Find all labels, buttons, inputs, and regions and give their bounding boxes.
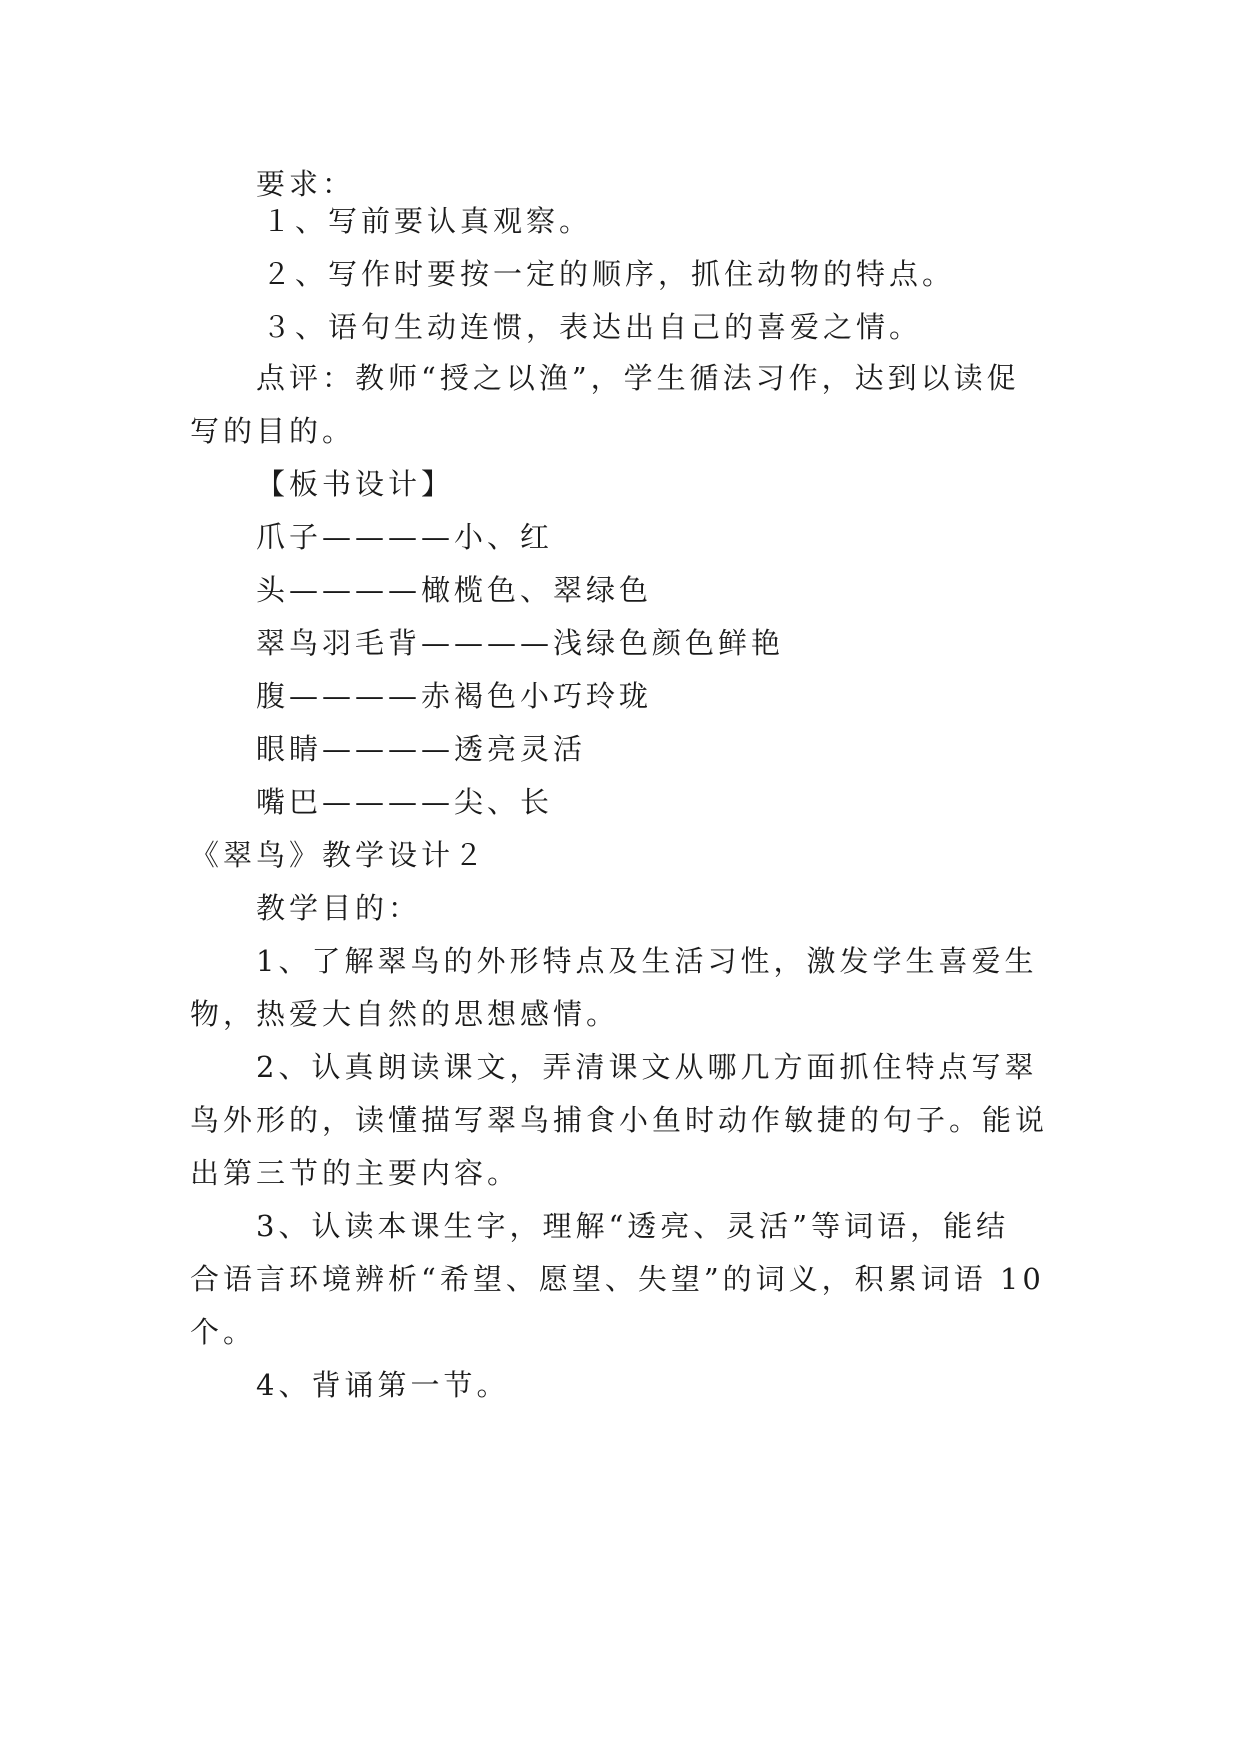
- requirement-item-1: １、写前要认真观察。: [262, 204, 593, 238]
- objectives-heading: 教学目的：: [256, 891, 422, 925]
- requirement-item-3: ３、语句生动连惯，表达出自己的喜爱之情。: [262, 310, 923, 344]
- board-row-eyes: 眼睛————透亮灵活: [256, 732, 587, 766]
- requirement-item-2: ２、写作时要按一定的顺序，抓住动物的特点。: [262, 257, 956, 291]
- objective-3-line-1: 3、认读本课生字，理解“透亮、灵活”等词语，能结: [256, 1209, 1010, 1243]
- objective-2-line-2: 鸟外形的，读懂描写翠鸟捕食小鱼时动作敏捷的句子。能说: [190, 1103, 1049, 1137]
- objective-2-line-3: 出第三节的主要内容。: [190, 1156, 521, 1190]
- objective-2-line-1: 2、认真朗读课文，弄清课文从哪几方面抓住特点写翠: [256, 1050, 1038, 1084]
- section-title: 《翠鸟》教学设计２: [190, 838, 488, 872]
- requirements-heading: 要求：: [256, 167, 356, 201]
- objective-4: 4、背诵第一节。: [256, 1368, 510, 1402]
- board-row-belly: 腹————赤褐色小巧玲珑: [256, 679, 653, 713]
- board-row-back: 翠鸟羽毛背————浅绿色颜色鲜艳: [256, 626, 785, 660]
- board-row-claws: 爪子————小、红: [256, 520, 554, 554]
- objective-3-line-3: 个。: [190, 1315, 257, 1349]
- objective-1-line-1: 1、了解翠鸟的外形特点及生活习性，激发学生喜爱生: [256, 944, 1038, 978]
- board-row-beak: 嘴巴————尖、长: [256, 785, 554, 819]
- comment-line-2: 写的目的。: [190, 414, 356, 448]
- board-row-head: 头————橄榄色、翠绿色: [256, 573, 653, 607]
- objective-1-line-2: 物，热爱大自然的思想感情。: [190, 997, 620, 1031]
- board-design-heading: 【板书设计】: [256, 467, 455, 501]
- comment-line-1: 点评：教师“授之以渔”，学生循法习作，达到以读促: [256, 361, 1020, 395]
- objective-3-line-2: 合语言环境辨析“希望、愿望、失望”的词义，积累词语 10: [190, 1262, 1045, 1296]
